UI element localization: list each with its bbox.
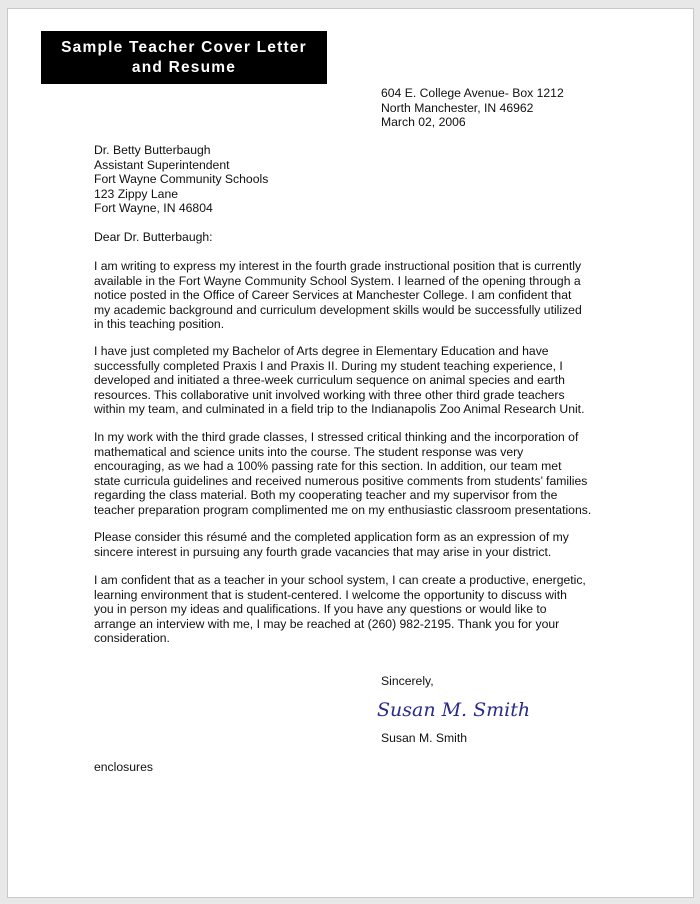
title-line-1: Sample Teacher Cover Letter — [61, 39, 307, 56]
recipient-organization: Fort Wayne Community Schools — [94, 172, 269, 187]
paragraph-line: teacher preparation program complimented me on my enthusiastic classroom presentations. — [94, 502, 592, 517]
title-line-2: and Resume — [131, 59, 237, 76]
paragraph-line: In my work with the third grade classes, I stressed critical thinking and the incorporation of — [94, 430, 579, 444]
paragraph-line: within my team, and culminated in a field trip to the Indianapolis Zoo Animal Research Unit. — [94, 402, 585, 417]
sender-address-line-1: 604 E. College Avenue- Box 1212 — [381, 86, 564, 100]
paragraph-line: in this teaching position. — [94, 317, 225, 332]
paragraph-line: regarding the class material. Both my cooperating teacher and my supervisor from the — [94, 488, 558, 503]
closing: Sincerely, — [381, 674, 434, 688]
body-paragraph-3 — [94, 430, 591, 518]
recipient-name: Dr. Betty Butterbaugh — [94, 143, 211, 157]
sender-address-line-2: North Manchester, IN 46962 — [381, 100, 534, 115]
body-paragraph-4 — [94, 530, 569, 559]
title-banner — [41, 31, 327, 84]
paragraph-line: learning environment that is student-centered. I welcome the opportunity to discuss with — [94, 587, 567, 602]
enclosures-note: enclosures — [94, 760, 153, 774]
paragraph-line: available in the Fort Wayne Community School System. I learned of the opening through a — [94, 273, 581, 288]
paragraph-line: developed and initiated a three-week curriculum sequence on animal species and earth — [94, 373, 565, 388]
body-paragraph-2 — [94, 344, 584, 417]
paragraph-line: encouraging, as we had a 100% passing rate for this section. In addition, our team met — [94, 459, 562, 474]
typed-name: Susan M. Smith — [381, 731, 468, 745]
sender-address-block — [381, 86, 564, 130]
paragraph-line: state curricula guidelines and received numerous positive comments from students’ families — [94, 473, 588, 488]
paragraph-line: arrange an interview with me, I may be reached at (260) 982-2195. Thank you for your — [94, 616, 560, 631]
body-paragraph-1 — [94, 259, 582, 332]
paragraph-line: I am confident that as a teacher in your school system, I can create a productive, energetic, — [94, 573, 586, 587]
paragraph-line: you in person my ideas and qualifications. If you have any questions or would like to — [94, 602, 547, 617]
paragraph-line: resources. This collaborative unit involved working with three other third grade teachers — [94, 387, 565, 402]
paragraph-line: mathematical and science units into the course. The student response was very — [94, 444, 524, 459]
paragraph-line: successfully completed Praxis I and Praxis II. During my student teaching experience, I — [94, 358, 563, 373]
paragraph-line: my academic background and curriculum development skills would be successfully utilized — [94, 302, 582, 317]
paragraph-line: I have just completed my Bachelor of Arts degree in Elementary Education and have — [94, 344, 549, 358]
recipient-city: Fort Wayne, IN 46804 — [94, 201, 213, 216]
paragraph-line: Please consider this résumé and the completed application form as an expression of my — [94, 530, 569, 544]
handwritten-signature: Susan M. Smith — [377, 699, 531, 721]
letter-date: March 02, 2006 — [381, 115, 466, 130]
paragraph-line: notice posted in the Office of Career Services at Manchester College. I am confident that — [94, 288, 572, 303]
recipient-position: Assistant Superintendent — [94, 157, 230, 172]
recipient-street: 123 Zippy Lane — [94, 186, 179, 201]
recipient-address-block — [94, 143, 268, 216]
salutation: Dear Dr. Butterbaugh: — [94, 230, 213, 244]
paragraph-line: consideration. — [94, 631, 170, 646]
paragraph-line: sincere interest in pursuing any fourth grade vacancies that may arise in your district. — [94, 544, 552, 559]
body-paragraph-5 — [94, 573, 586, 646]
paragraph-line: I am writing to express my interest in the fourth grade instructional position that is currently — [94, 259, 582, 273]
